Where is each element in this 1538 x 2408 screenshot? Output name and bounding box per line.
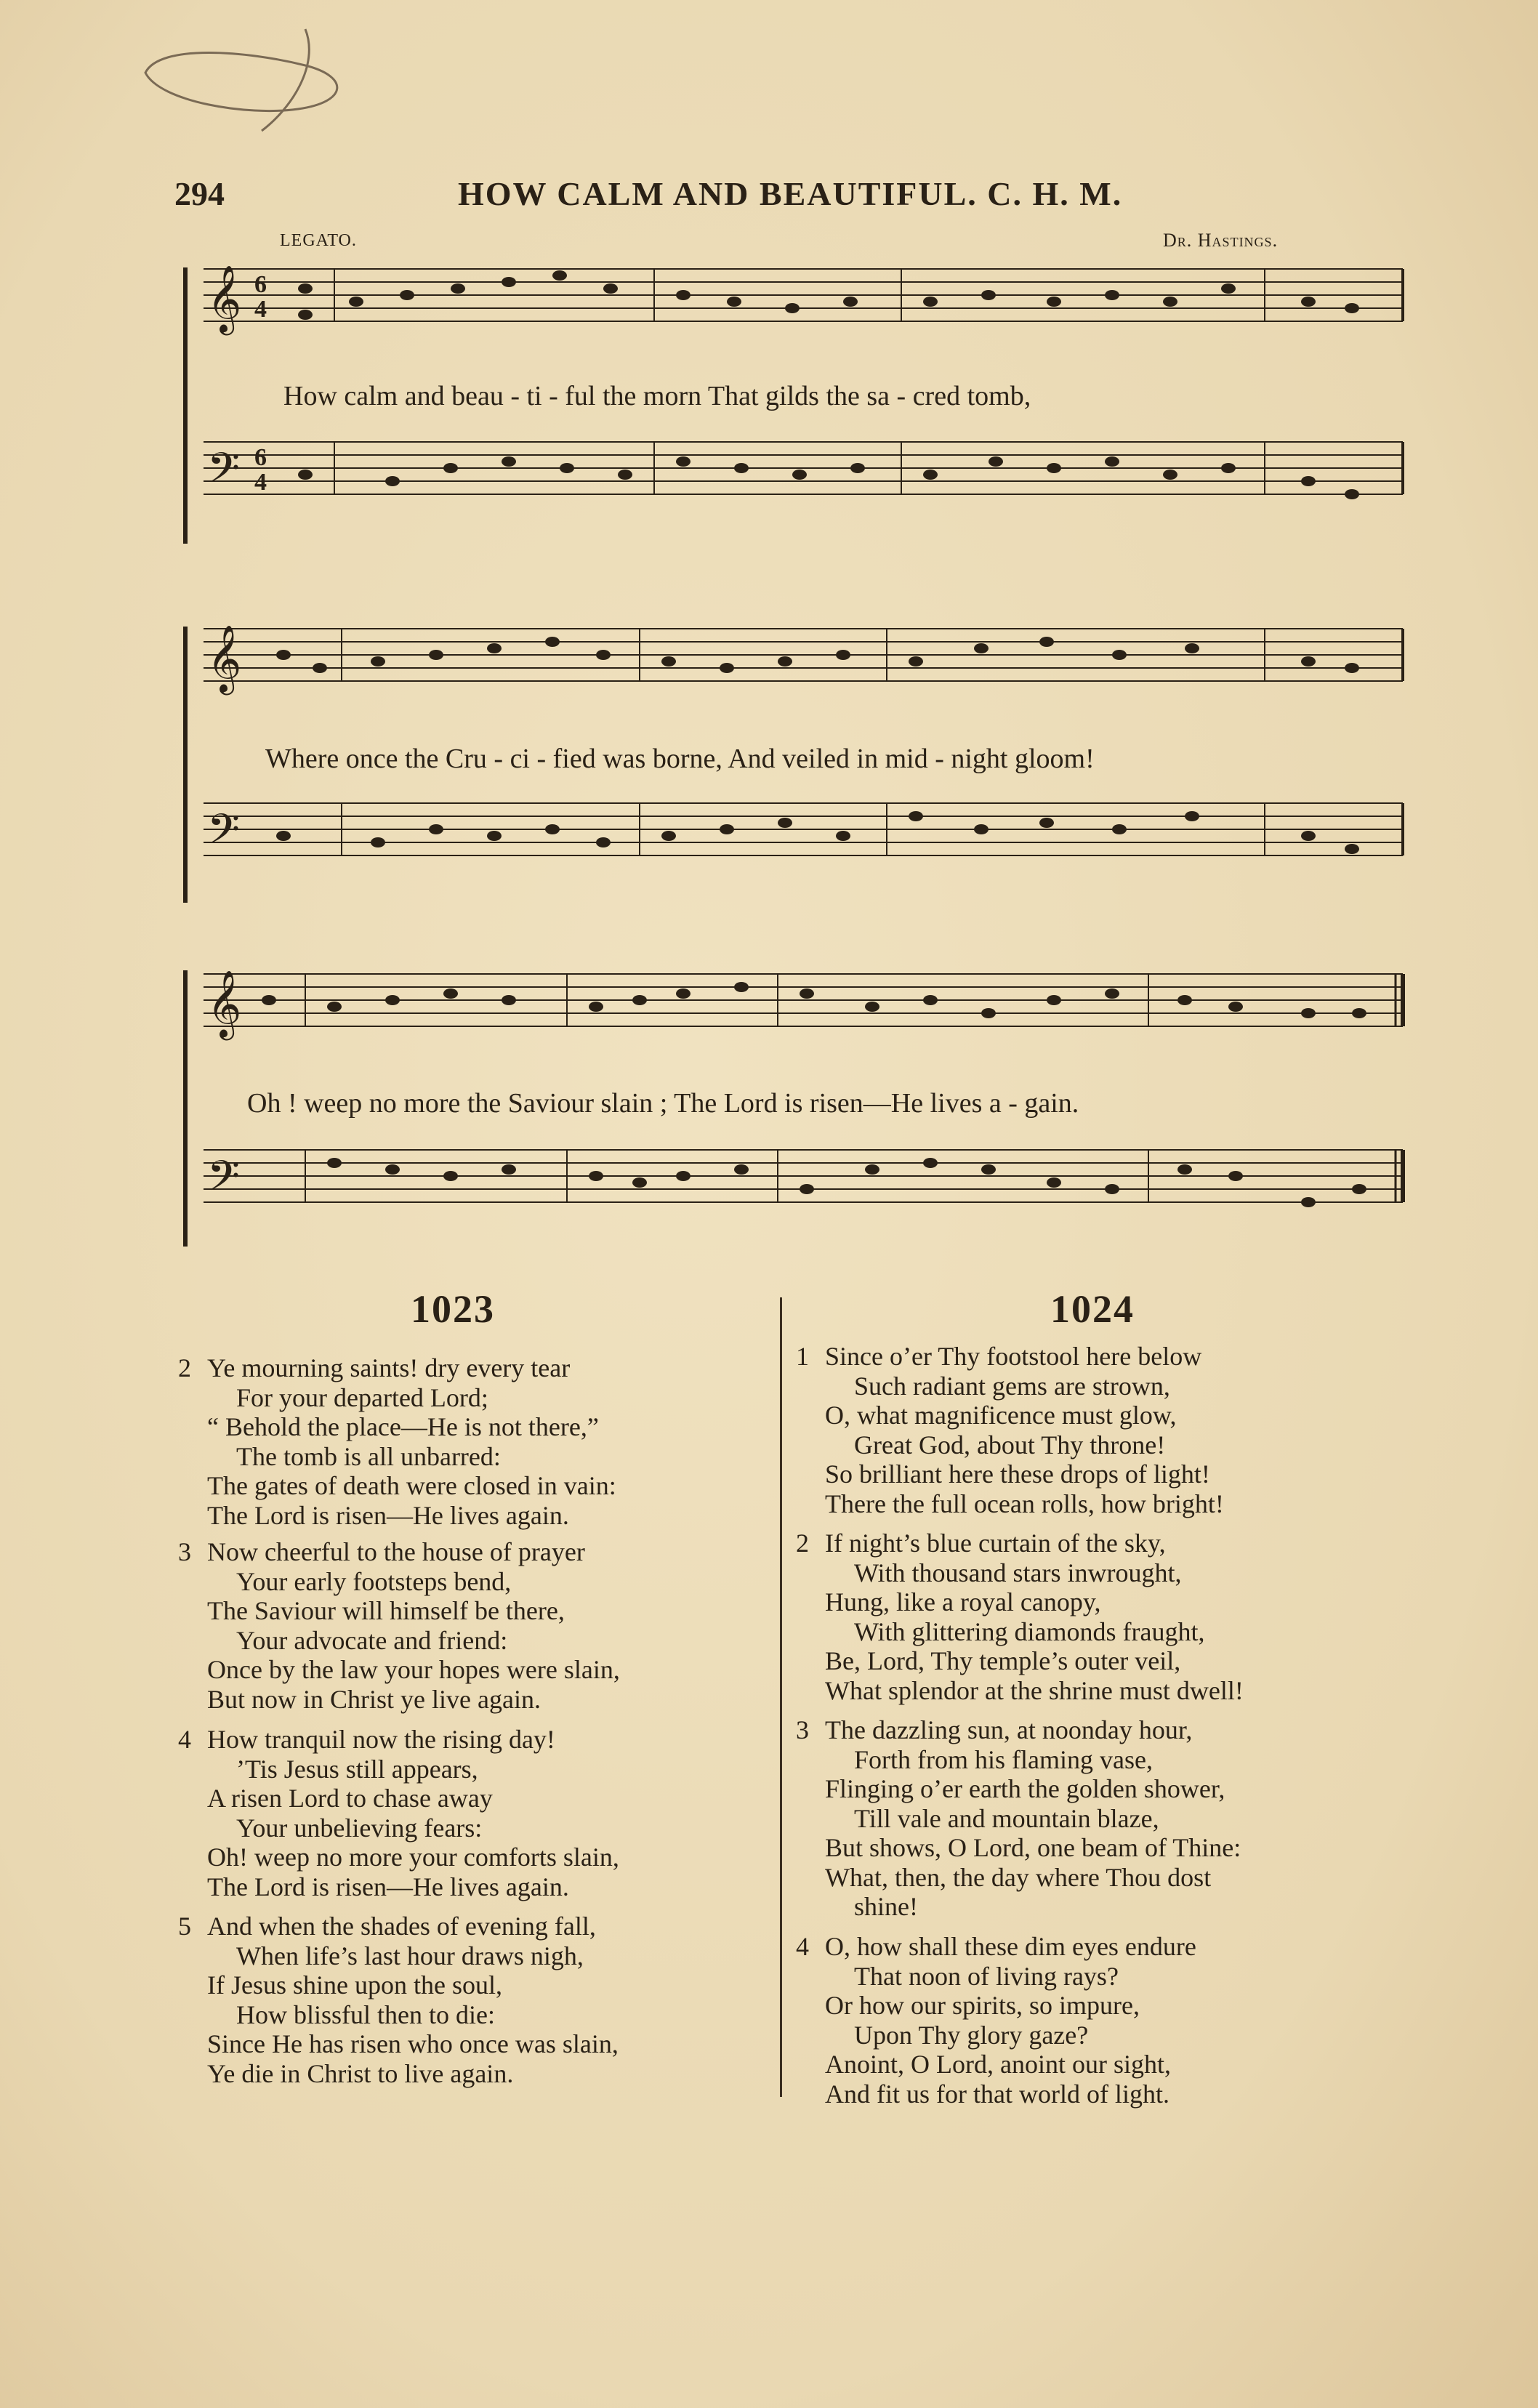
pencil-mark <box>131 22 378 138</box>
svg-text:𝄞: 𝄞 <box>207 624 242 692</box>
svg-text:6: 6 <box>254 271 267 298</box>
svg-text:4: 4 <box>254 469 267 496</box>
lyric-line-1: How calm and beau - ti - ful the morn That gilds the sa - cred tomb, <box>283 381 1031 411</box>
hymn-number-1024: 1024 <box>1050 1287 1135 1331</box>
svg-text:𝄢: 𝄢 <box>207 443 241 503</box>
hymn-1023-verse-5: 5 And when the shades of evening fall, When life’s last hour draws nigh, If Jesus shine upon the soul, How blissful then to die: Since He has risen who once was slain, Ye die in Christ to live again. <box>178 1912 619 2088</box>
svg-text:6: 6 <box>254 444 267 471</box>
svg-text:𝄢: 𝄢 <box>207 1151 241 1211</box>
hymn-number-1023: 1023 <box>411 1287 495 1331</box>
hymn-1024-verse-3: 3 The dazzling sun, at noonday hour, Forth from his flaming vase, Flinging o’er earth the golden shower, Till vale and mountain blaze, But shows, O Lord, one beam of Thine: What, then, the day where Thou dost shine! <box>796 1715 1241 1921</box>
hymn-title: HOW CALM AND BEAUTIFUL. C. H. M. <box>458 175 1123 212</box>
hymn-1024-verse-1: 1 Since o’er Thy footstool here below Such radiant gems are strown, O, what magnificence must glow, Great God, about Thy throne! So brilliant here these drops of light! There the full ocean rolls, how bright! <box>796 1342 1224 1518</box>
lyric-line-3: Oh ! weep no more the Saviour slain ; The Lord is risen—He lives a - gain. <box>247 1088 1079 1119</box>
page-header <box>174 174 1294 218</box>
hymn-1023-verse-4: 4 How tranquil now the rising day! ’Tis Jesus still appears, A risen Lord to chase away Your unbelieving fears: Oh! weep no more your comforts slain, The Lord is risen—He lives again. <box>178 1725 619 1901</box>
svg-text:𝄢: 𝄢 <box>207 805 241 864</box>
hymn-1023-verse-2: 2 Ye mourning saints! dry every tear For your departed Lord; “ Behold the place—He is not there,” The tomb is all unbarred: The gates of death were closed in vain: The Lord is risen—He lives again. <box>178 1353 616 1530</box>
svg-text:𝄞: 𝄞 <box>207 265 242 332</box>
column-divider <box>780 1297 782 2097</box>
svg-text:4: 4 <box>254 296 267 323</box>
hymn-1024-verse-2: 2 If night’s blue curtain of the sky, With thousand stars inwrought, Hung, like a royal canopy, With glittering diamonds fraught, Be, Lord, Thy temple’s outer veil, What splendor at the shrine must dwell! <box>796 1529 1244 1705</box>
hymn-1023-verse-3: 3 Now cheerful to the house of prayer Your early footsteps bend, The Saviour will himself be there, Your advocate and friend: Once by the law your hopes were slain, But now in Christ ye live again. <box>178 1537 620 1714</box>
page-number: 294 <box>174 175 225 212</box>
hymn-1024-verse-4: 4 O, how shall these dim eyes endure That noon of living rays? Or how our spirits, so impure, Upon Thy glory gaze? Anoint, O Lord, anoint our sight, And fit us for that world of light. <box>796 1932 1196 2109</box>
svg-text:𝄞: 𝄞 <box>207 970 242 1037</box>
composer: Dr. Hastings. <box>1163 230 1279 251</box>
tempo-marking: LEGATO. <box>280 231 357 250</box>
lyric-line-2: Where once the Cru - ci - fied was borne, And veiled in mid - night gloom! <box>265 744 1095 774</box>
